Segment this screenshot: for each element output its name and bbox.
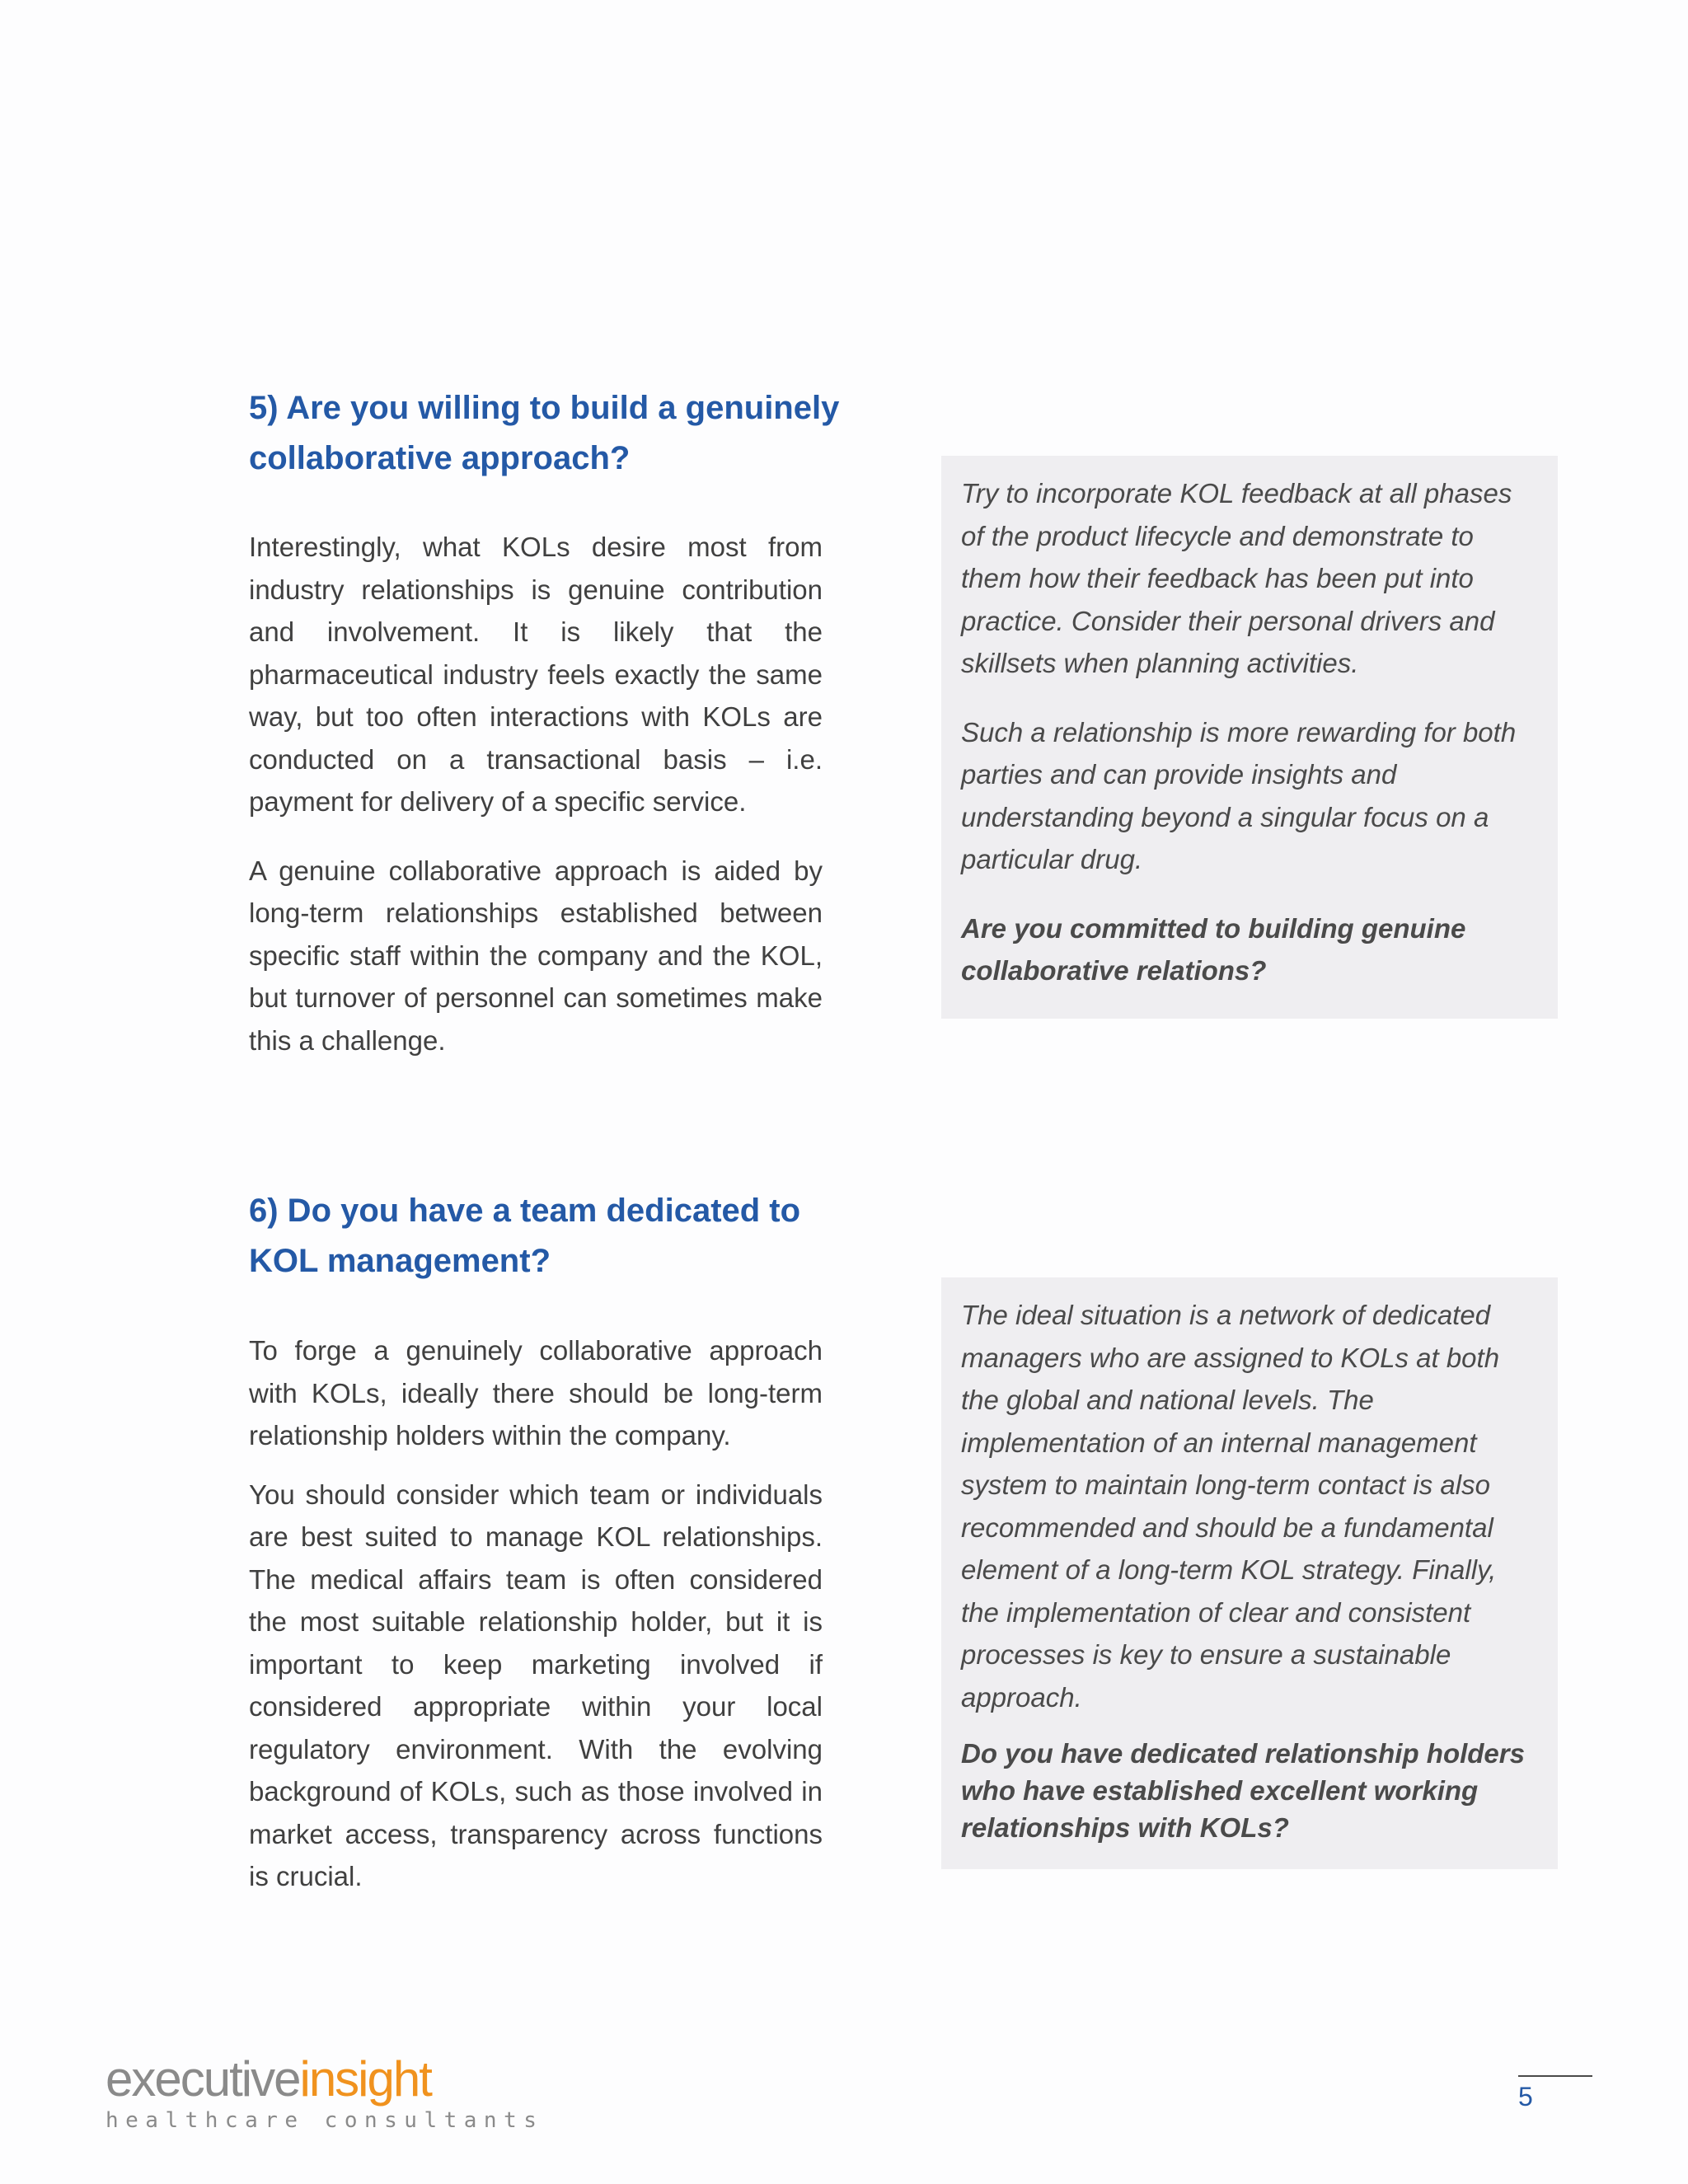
- section-5-callout-question: Are you committed to building genuine collaborative relations?: [961, 912, 1466, 986]
- section-5-paragraph-2: A genuine collaborative approach is aided by long-term relationships established between specific staff within the company and the KOL, but turnover of personnel can sometimes make this a challenge.: [249, 855, 823, 1056]
- section-5-heading: [249, 383, 842, 484]
- section-6-paragraph-1: To forge a genuinely collaborative approach with KOLs, ideally there should be long-term relationship holders within the company.: [249, 1335, 823, 1451]
- section-5-heading-line-1: 5) Are you willing to build a genuinely: [249, 390, 840, 426]
- section-6-body: [249, 1329, 823, 1898]
- section-6-callout-paragraph-1: The ideal situation is a network of dedicated managers who are assigned to KOLs at both the global and national levels. The implementation of an internal management system to maintain long-term contact is also recommended and should be a fundamental element of a long-term KOL strategy. Finally, the implementation of clear and consistent processes is key to ensure a sustainable approach.: [961, 1300, 1500, 1713]
- logo-wordmark: [106, 2052, 485, 2107]
- section-5-paragraph-1: Interestingly, what KOLs desire most from industry relationships is genuine contribution and involvement. It is likely that the pharmaceutical industry feels exactly the same way, but too often interactions with KOLs are conducted on a transactional basis – i.e. payment for delivery of a specific service.: [249, 532, 823, 817]
- logo-tagline: healthcare consultants: [106, 2108, 544, 2133]
- section-5-callout-paragraph-2: Such a relationship is more rewarding for both parties and can provide insights and understanding beyond a singular focus on a particular drug.: [961, 716, 1517, 874]
- page-number-rule: [1518, 2075, 1592, 2077]
- section-5-callout-paragraph-1: Try to incorporate KOL feedback at all phases of the product lifecycle and demonstrate to them how their feedback has been put into practice. Consider their personal drivers and skillsets when planning activities.: [961, 478, 1512, 678]
- section-6-heading-line-2: KOL management?: [249, 1243, 551, 1279]
- section-6-paragraph-2: You should consider which team or individuals are best suited to manage KOL relationships. The medical affairs team is often considered the most suitable relationship holder, but it is important to keep marketing involved if considered appropriate within your local regulatory environment. With the evolving background of KOLs, such as those involved in market access, transparency across functions is crucial.: [249, 1479, 823, 1891]
- section-6-callout-question: Do you have dedicated relationship holders who have established excellent working relationships with KOLs?: [961, 1738, 1525, 1843]
- executive-insight-logo: [106, 2051, 544, 2135]
- section-5-callout-box: [941, 456, 1558, 1019]
- section-6-heading: [249, 1186, 842, 1286]
- section-6-heading-line-1: 6) Do you have a team dedicated to: [249, 1193, 801, 1229]
- logo-word-executive: executive: [106, 2051, 300, 2107]
- section-6-callout-box: [941, 1277, 1558, 1869]
- section-5-heading-line-2: collaborative approach?: [249, 440, 631, 476]
- section-5-body: [249, 526, 823, 1062]
- logo-word-insight: insight: [299, 2051, 431, 2107]
- page-number: 5: [1518, 2082, 1533, 2111]
